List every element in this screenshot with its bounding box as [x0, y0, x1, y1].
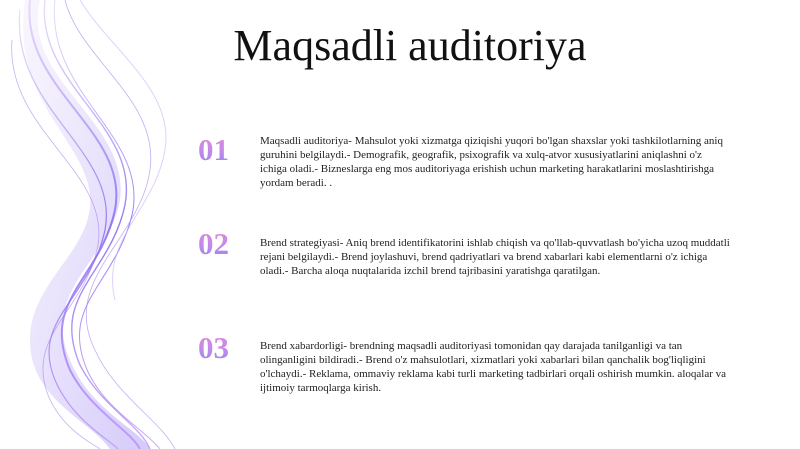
decorative-wave-image: [0, 0, 220, 449]
item-number-3: 03: [198, 332, 248, 363]
slide-title: Maqsadli auditoriya: [233, 21, 587, 70]
item-number-2: 02: [198, 228, 248, 259]
item-text-2: Brend strategiyasi- Aniq brend identifikatorini ishlab chiqish va qo'llab-quvvatlash bo'yicha uzoq muddatli rejani belgilaydi.- Brend joylashuvi, brend qadriyatlari va brend xabarlari kabi elementlarni o'z ichiga oladi.- Barcha aloqa nuqtalarida izchil brend tajribasini yaratishga qaratilgan.: [260, 237, 730, 277]
item-number-1: 01: [198, 134, 248, 165]
item-text-3: Brend xabardorligi- brendning maqsadli auditoriyasi tomonidan qay darajada tanilganligi va tan olinganligini bildiradi.- Brend o'z mahsulotlari, xizmatlari yoki xabarlari bilan qanchalik bog'liqligini o'lchaydi.- Reklama, ommaviy reklama kabi turli marketing tadbirlari orqali oshirish mumkin. aloqalar va ijtimoiy tarmoqlarga kirish.: [260, 340, 726, 394]
item-text-1: Maqsadli auditoriya- Mahsulot yoki xizmatga qiziqishi yuqori bo'lgan shaxslar yoki tashkilotlarning aniq guruhini belgilaydi.- Demografik, geografik, psixografik va xulq-atvor xususiyatlarini aniqlashni o'z ichiga oladi.- Bizneslarga eng mos auditoriyaga erishish uchun marketing harakatlarini moslashtirishga yordam beradi. .: [260, 135, 723, 189]
